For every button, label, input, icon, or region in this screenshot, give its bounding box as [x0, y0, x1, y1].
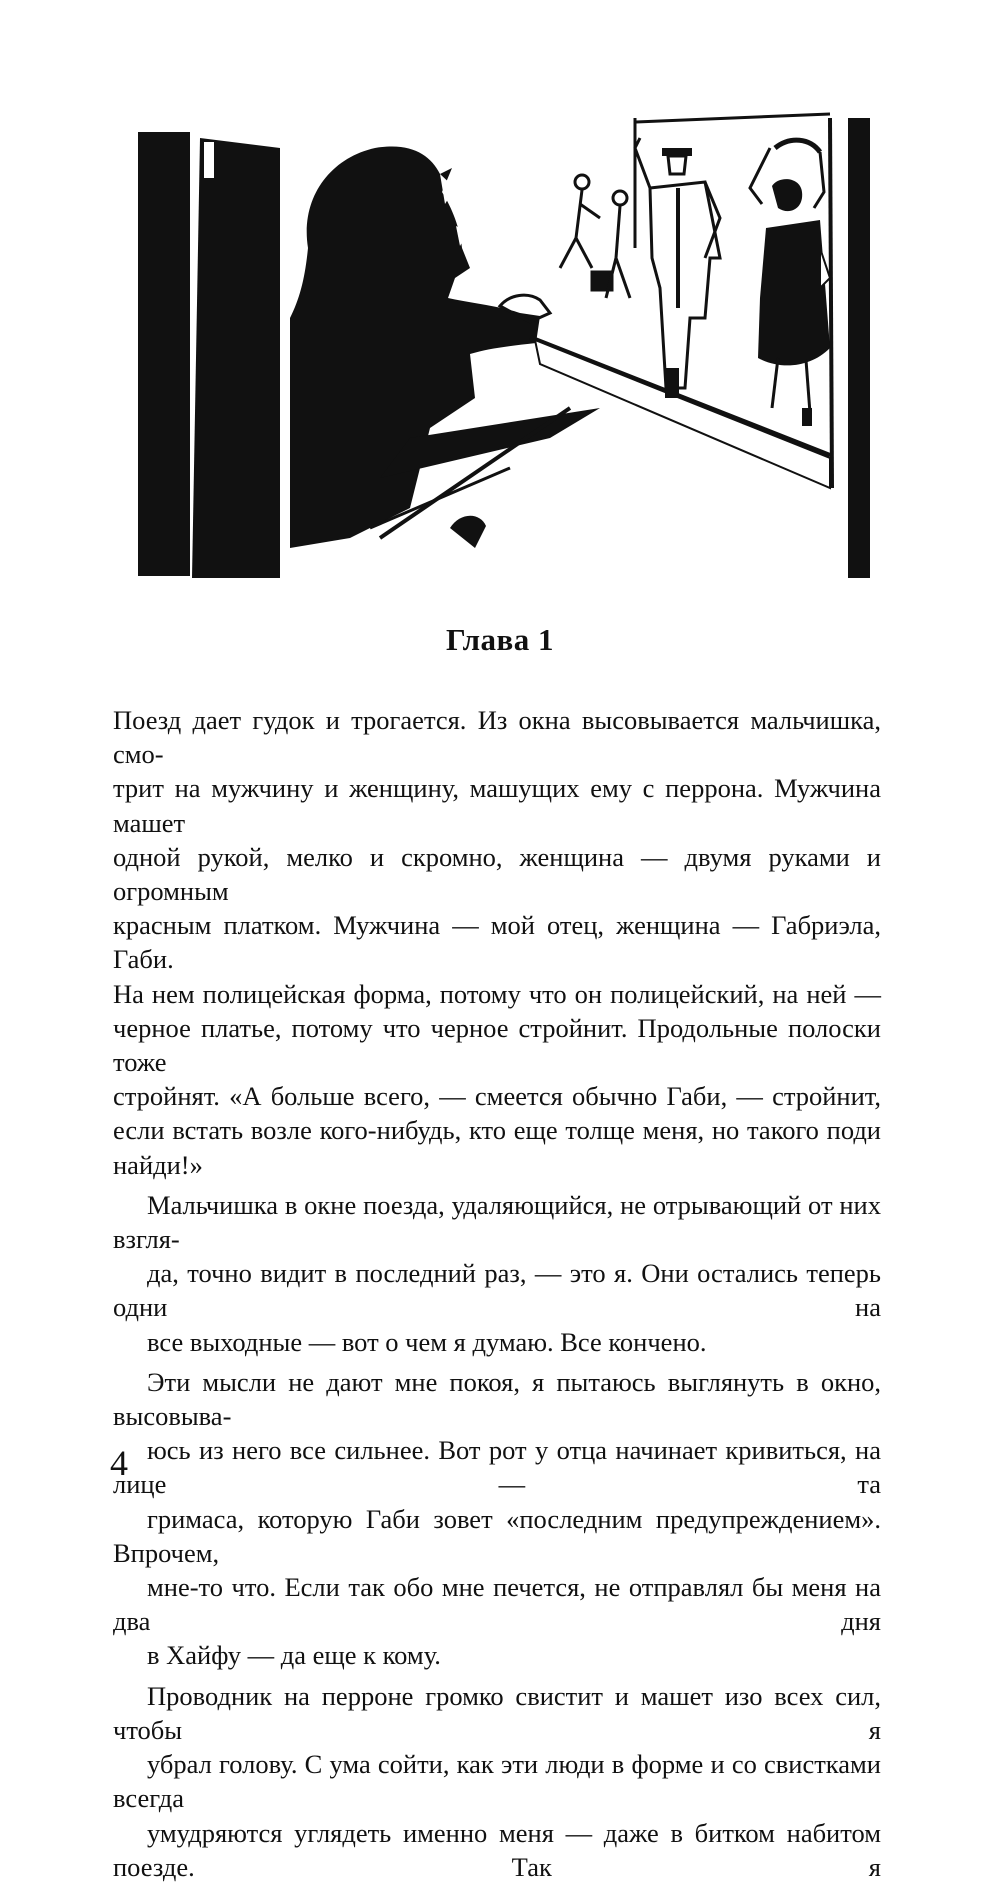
paragraph-1 — [113, 703, 881, 1182]
text-line: На нем полицейская форма, потому что он полицейский, на ней — — [113, 978, 881, 1009]
text-line-last: все выходные — вот о чем я думаю. Все кончено. — [147, 1326, 707, 1357]
left-frame-panel — [192, 138, 280, 578]
train-window-drawing — [130, 108, 870, 578]
right-frame-bar — [848, 118, 870, 578]
distant-figures — [560, 175, 630, 298]
left-frame-bar — [138, 132, 190, 576]
text-line: убрал голову. С ума сойти, как эти люди в форме и со свистками всегда — [113, 1749, 881, 1814]
text-line: Эти мысли не дают мне покоя, я пытаюсь выглянуть в окно, высовыва- — [113, 1366, 881, 1432]
text-line: если встать возле кого-нибудь, кто еще толще меня, но такого поди — [113, 1115, 881, 1146]
chapter-title: Глава 1 — [445, 622, 555, 657]
policeman-figure — [635, 138, 720, 398]
paragraph-4 — [113, 1679, 881, 1884]
chapter-illustration — [130, 108, 870, 578]
chapter-body — [113, 703, 881, 1890]
text-line: мне-то что. Если так обо мне печется, не отправлял бы меня на два дня — [113, 1572, 881, 1637]
text-line: трит на мужчину и женщину, машущих ему с перрона. Мужчина машет — [113, 773, 881, 838]
text-line-last: в Хайфу — да еще к кому. — [147, 1640, 441, 1671]
text-line: стройнят. «А больше всего, — смеется обычно Габи, — стройнит, — [113, 1081, 881, 1112]
paragraph-2 — [113, 1188, 881, 1359]
paragraph-3 — [113, 1365, 881, 1673]
text-line: умудряются углядеть именно меня — даже в битком набитом поезде. Так я — [113, 1817, 881, 1882]
text-line: Поезд дает гудок и трогается. Из окна высовывается мальчишка, смо- — [113, 705, 881, 770]
text-line: одной рукой, мелко и скромно, женщина — двумя руками и огромным — [113, 841, 881, 907]
text-line: черное платье, потому что черное стройнит. Продольные полоски тоже — [113, 1012, 881, 1078]
text-line-last: найди!» — [113, 1149, 203, 1180]
text-line: да, точно видит в последний раз, — это я. Они остались теперь одни на — [113, 1258, 881, 1323]
text-line: Мальчишка в окне поезда, удаляющийся, не отрывающий от них взгля- — [113, 1189, 881, 1255]
text-line: гримаса, которую Габи зовет «последним предупреждением». Впрочем, — [113, 1503, 881, 1568]
text-line: красным платком. Мужчина — мой отец, женщина — Габриэла, Габи. — [113, 910, 881, 975]
text-line: юсь из него все сильнее. Вот рот у отца начинает кривиться, на лице — та — [113, 1435, 881, 1500]
text-line: Проводник на перроне громко свистит и машет изо всех сил, чтобы я — [113, 1680, 881, 1745]
woman-figure — [750, 140, 830, 426]
page-number: 4 — [110, 1443, 128, 1483]
boy-silhouette — [290, 146, 540, 548]
